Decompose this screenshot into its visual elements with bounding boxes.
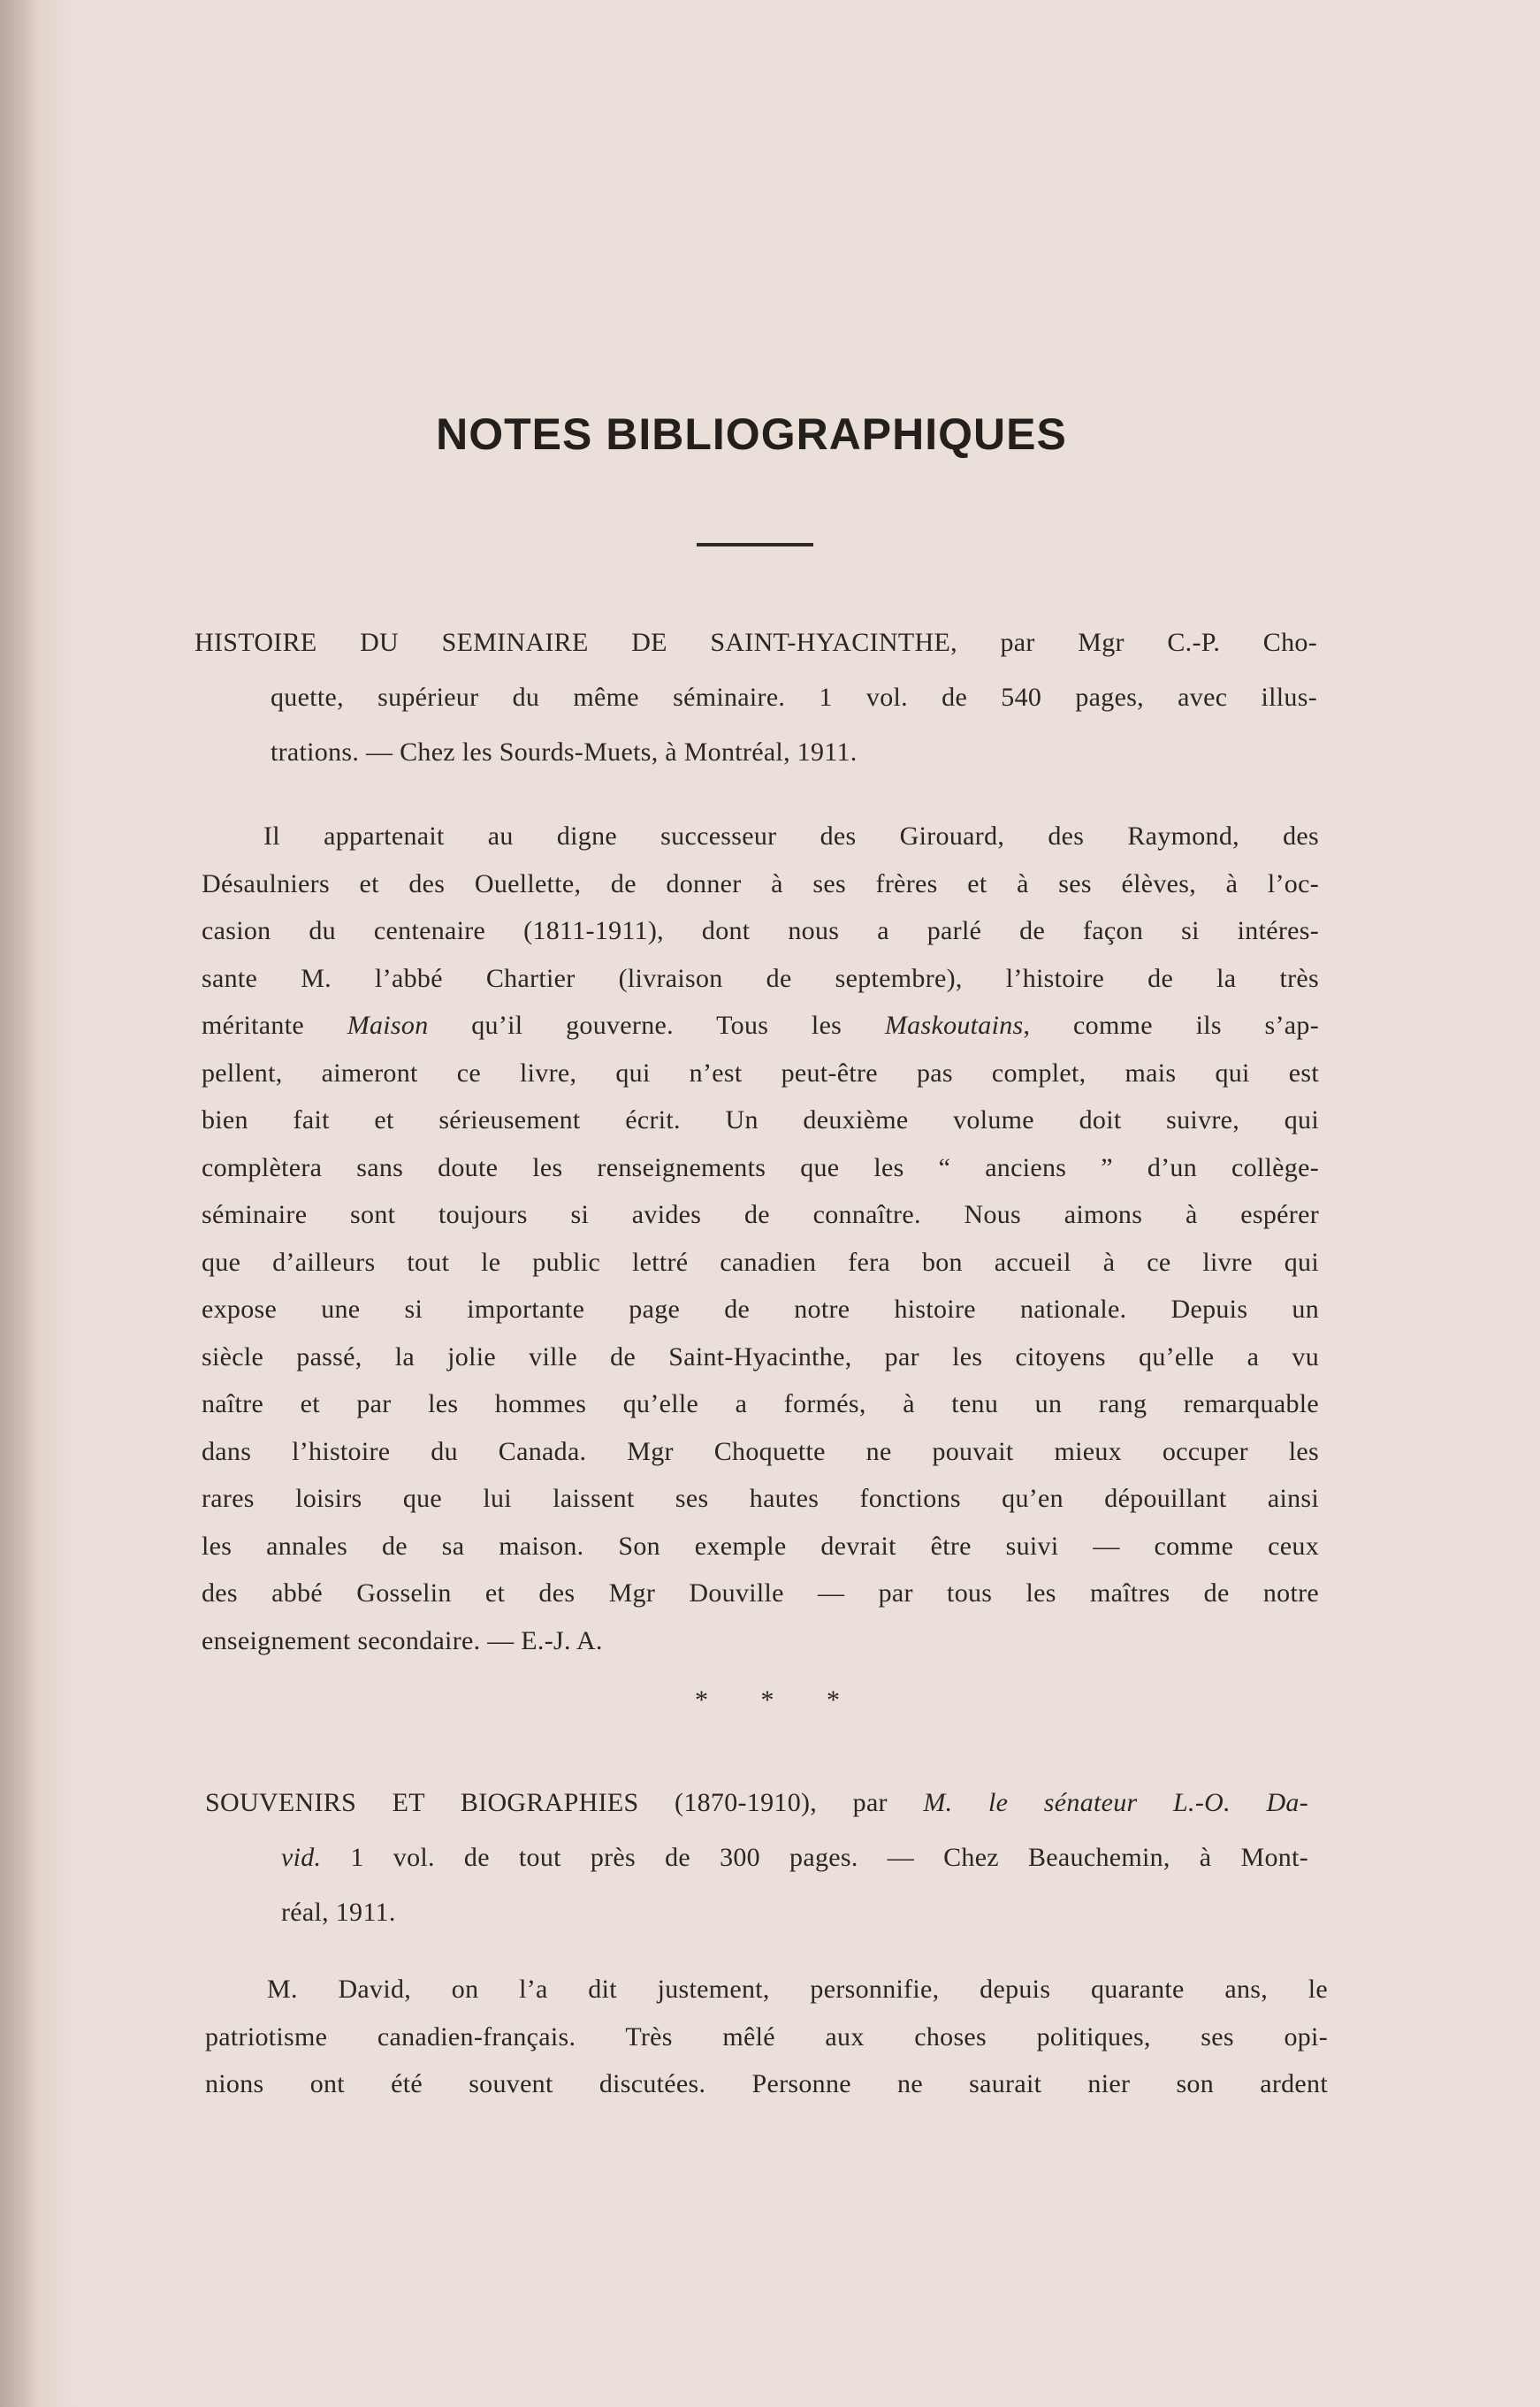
entry1-body-line: séminaire sont toujours si avides de connaître. Nous aimons à espérer: [202, 1200, 1319, 1229]
entry1-body-line: Il appartenait au digne successeur des Girouard, des Raymond, des: [263, 821, 1319, 851]
entry1-heading-line-3: trations. — Chez les Sourds-Muets, à Montréal, 1911.: [271, 737, 858, 767]
book-gutter: [0, 0, 35, 2407]
entry1-body-line: sante M. l’abbé Chartier (livraison de septembre), l’histoire de la très: [202, 963, 1319, 993]
entry2-body-line: nions ont été souvent discutées. Personne ne saurait nier son ardent: [205, 2069, 1328, 2098]
entry1-body-line: naître et par les hommes qu’elle a formés, à tenu un rang remarquable: [202, 1389, 1319, 1418]
entry1-body-line: pellent, aimeront ce livre, qui n’est peut-être pas complet, mais qui est: [202, 1058, 1319, 1088]
entry1-body-line: bien fait et sérieusement écrit. Un deuxième volume doit suivre, qui: [202, 1105, 1319, 1135]
entry1-body-line: complètera sans doute les renseignements que les “ anciens ” d’un collège-: [202, 1152, 1319, 1182]
title-rule: [697, 543, 813, 546]
entry1-heading-line-1: HISTOIRE DU SEMINAIRE DE SAINT-HYACINTHE, par Mgr C.-P. Cho-: [194, 628, 1317, 657]
entry1-body-line: méritante Maison qu’il gouverne. Tous les Maskoutains, comme ils s’ap-: [202, 1011, 1320, 1040]
entry1-body-line: expose une si importante page de notre histoire nationale. Depuis un: [202, 1295, 1319, 1324]
entry2-body-line: patriotisme canadien-français. Très mêlé aux choses politiques, ses opi-: [205, 2021, 1328, 2052]
entry1-body-line: Désaulniers et des Ouellette, de donner à ses frères et à ses élèves, à l’oc-: [202, 868, 1319, 898]
entry1-body-line: les annales de sa maison. Son exemple devrait être suivi — comme ceux: [202, 1531, 1319, 1561]
entry1-body: [202, 813, 1319, 1664]
entry2-heading: [205, 1776, 1308, 1940]
entry1-body-line: enseignement secondaire. — E.-J. A.: [202, 1625, 603, 1655]
entry1-body-line: que d’ailleurs tout le public lettré canadien fera bon accueil à ce livre qui: [202, 1247, 1319, 1277]
page-title: NOTES BIBLIOGRAPHIQUES: [436, 409, 1067, 459]
entry2-heading-line-2: vid. 1 vol. de tout près de 300 pages. — Chez Beauchemin, à Mont-: [281, 1843, 1308, 1872]
entry2-heading-line-3: réal, 1911.: [281, 1898, 396, 1927]
entry1-heading: [194, 615, 1317, 780]
entry2-heading-line-1: SOUVENIRS ET BIOGRAPHIES (1870-1910), par M. le sénateur L.-O. Da-: [205, 1788, 1308, 1817]
entry1-body-line: dans l’histoire du Canada. Mgr Choquette ne pouvait mieux occuper les: [202, 1436, 1319, 1466]
entry2-body: [205, 1966, 1328, 2108]
section-separator: * * *: [695, 1685, 863, 1715]
entry1-body-line: siècle passé, la jolie ville de Saint-Hyacinthe, par les citoyens qu’elle a vu: [202, 1341, 1319, 1372]
entry1-body-line: rares loisirs que lui laissent ses hautes fonctions qu’en dépouillant ainsi: [202, 1484, 1319, 1513]
entry1-body-line: casion du centenaire (1811-1911), dont nous a parlé de façon si intéres-: [202, 916, 1319, 945]
entry2-body-line: M. David, on l’a dit justement, personnifie, depuis quarante ans, le: [267, 1975, 1328, 2004]
entry1-heading-line-2: quette, supérieur du même séminaire. 1 vol. de 540 pages, avec illus-: [271, 683, 1317, 712]
entry1-body-line: des abbé Gosselin et des Mgr Douville — par tous les maîtres de notre: [202, 1578, 1319, 1608]
